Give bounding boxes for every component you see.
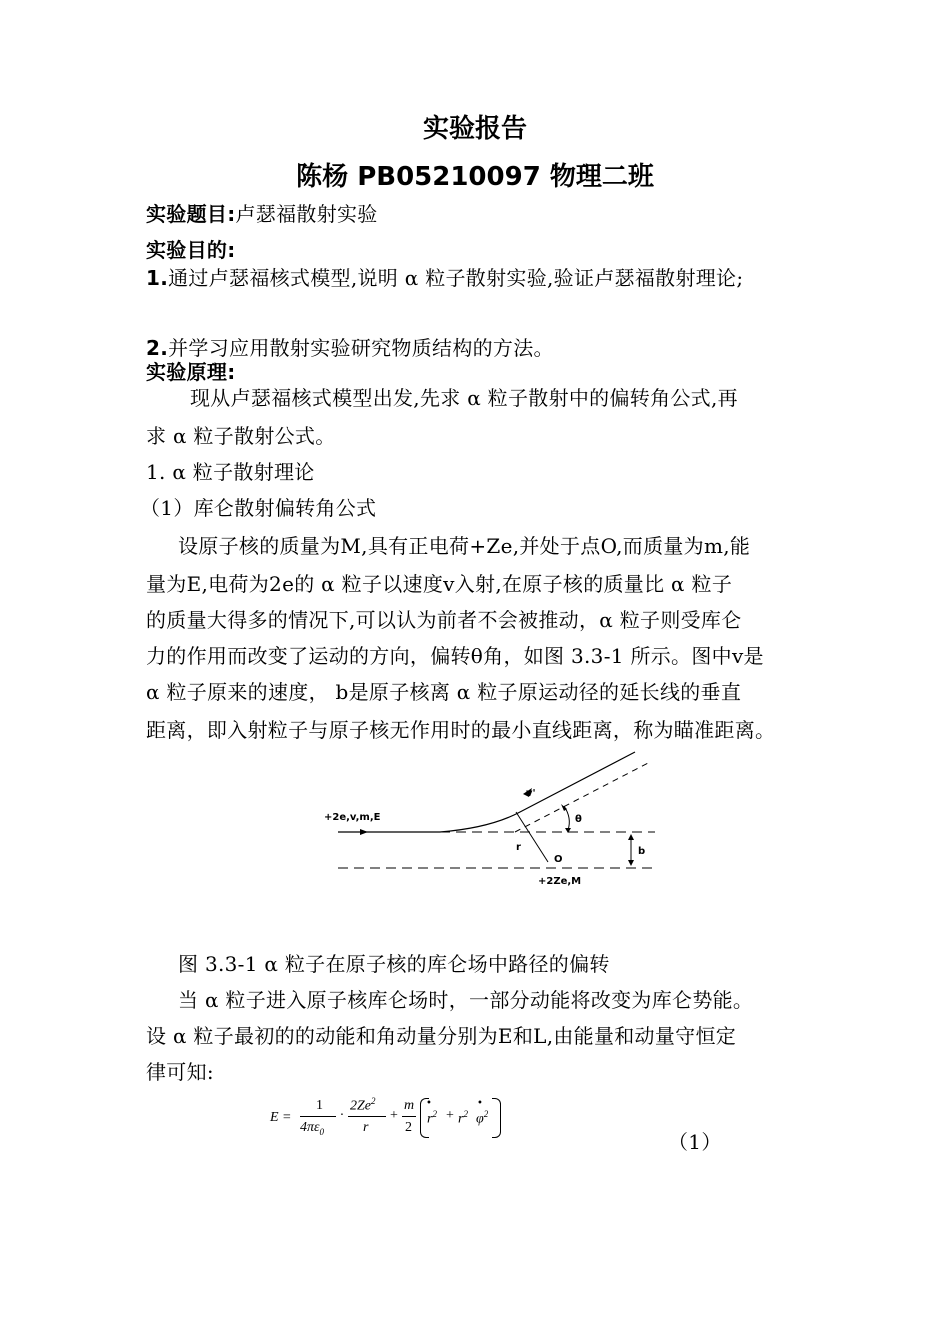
eq-term1: $r^2$ <box>427 1109 437 1127</box>
principle-intro-line-2: 求 α 粒子散射公式。 <box>146 424 336 448</box>
eq-fraction-bar <box>402 1116 416 1117</box>
incoming-arrow-icon <box>360 829 368 835</box>
eq-dot: · <box>340 1108 344 1123</box>
paragraph-line: 距离，即入射粒子与原子核无作用时的最小直线距离，称为瞄准距离。 <box>146 718 776 742</box>
r-line <box>516 812 548 862</box>
eq-frac3-den: 2 <box>405 1120 412 1135</box>
eq-term2: $r^2$ <box>458 1109 468 1127</box>
equation-1 <box>270 1096 510 1146</box>
purpose-item-1-text: 通过卢瑟福核式模型,说明 α 粒子散射实验,验证卢瑟福散射理论; <box>168 266 744 290</box>
eq-lhs: E = <box>270 1110 292 1125</box>
purpose-item-2-text: 并学习应用散射实验研究物质结构的方法。 <box>168 336 554 360</box>
eq-dot-mark: • <box>477 1098 483 1109</box>
eq-plus: + <box>390 1108 398 1123</box>
paragraph-line: 量为E,电荷为2e的 α 粒子以速度v入射,在原子核的质量比 α 粒子 <box>146 572 733 596</box>
paragraph-line: 力的作用而改变了运动的方向，偏转θ角，如图 3.3-1 所示。图中v是 <box>146 644 764 668</box>
b-arrow-up-icon <box>628 834 634 840</box>
eq-fraction-bar <box>300 1116 336 1117</box>
purpose-item-1-num: 1. <box>146 266 169 290</box>
author-line: 陈杨 PB05210097 物理二班 <box>296 162 654 192</box>
label-o: O <box>554 854 563 865</box>
principle-intro-line-1: 现从卢瑟福核式模型出发,先求 α 粒子散射中的偏转角公式,再 <box>190 386 738 410</box>
principle-label: 实验原理: <box>146 360 236 384</box>
topic-label: 实验题目: <box>146 202 236 226</box>
energy-line-3: 律可知: <box>146 1060 214 1084</box>
topic-value: 卢瑟福散射实验 <box>235 202 378 226</box>
label-nucleus: +2Ze,M <box>538 876 582 887</box>
paragraph-line: α 粒子原来的速度， b是原子核离 α 粒子原运动径的延长线的垂直 <box>146 680 742 704</box>
equation-number: （1） <box>668 1130 722 1154</box>
eq-frac3-num: m <box>404 1098 415 1113</box>
eq-fraction-bar <box>348 1116 386 1117</box>
eq-frac2-den: r <box>363 1120 369 1135</box>
eq-plus: + <box>446 1108 454 1123</box>
label-b: b <box>638 846 646 857</box>
b-arrow-down-icon <box>628 860 634 866</box>
page-title: 实验报告 <box>422 114 527 144</box>
section-heading: 1. α 粒子散射理论 <box>146 460 315 484</box>
label-theta: θ <box>575 814 582 825</box>
purpose-item-2-num: 2. <box>146 336 169 360</box>
eq-term3: $\varphi^2$ <box>476 1109 489 1127</box>
figure-caption: 图 3.3-1 α 粒子在原子核的库仑场中路径的偏转 <box>178 952 610 976</box>
energy-line-1: 当 α 粒子进入原子核库仑场时，一部分动能将改变为库仑势能。 <box>178 988 754 1012</box>
purpose-item-1 <box>146 262 743 291</box>
eq-frac1-num: 1 <box>316 1098 323 1113</box>
topic-line <box>146 198 378 227</box>
paragraph-line: 的质量大得多的情况下,可以认为前者不会被推动，α 粒子则受库仑 <box>146 608 742 632</box>
eq-frac2-num: 2Ze$^2$ <box>350 1096 376 1114</box>
label-incoming: +2e,v,m,E <box>324 812 381 823</box>
energy-line-2: 设 α 粒子最初的的动能和角动量分别为E和L,由能量和动量守恒定 <box>146 1024 737 1048</box>
subsection-heading: （1）库仑散射偏转角公式 <box>140 496 377 520</box>
eq-dot-mark: • <box>426 1098 432 1109</box>
label-v-prime: v' <box>526 788 536 799</box>
scattering-diagram <box>320 750 670 890</box>
eq-frac1-den: $4\pi\varepsilon_0$ <box>300 1120 325 1137</box>
purpose-label: 实验目的: <box>146 238 236 262</box>
eq-right-paren <box>492 1098 501 1138</box>
label-r: r <box>516 842 521 853</box>
paragraph-line: 设原子核的质量为M,具有正电荷+Ze,并处于点O,而质量为m,能 <box>178 534 751 558</box>
